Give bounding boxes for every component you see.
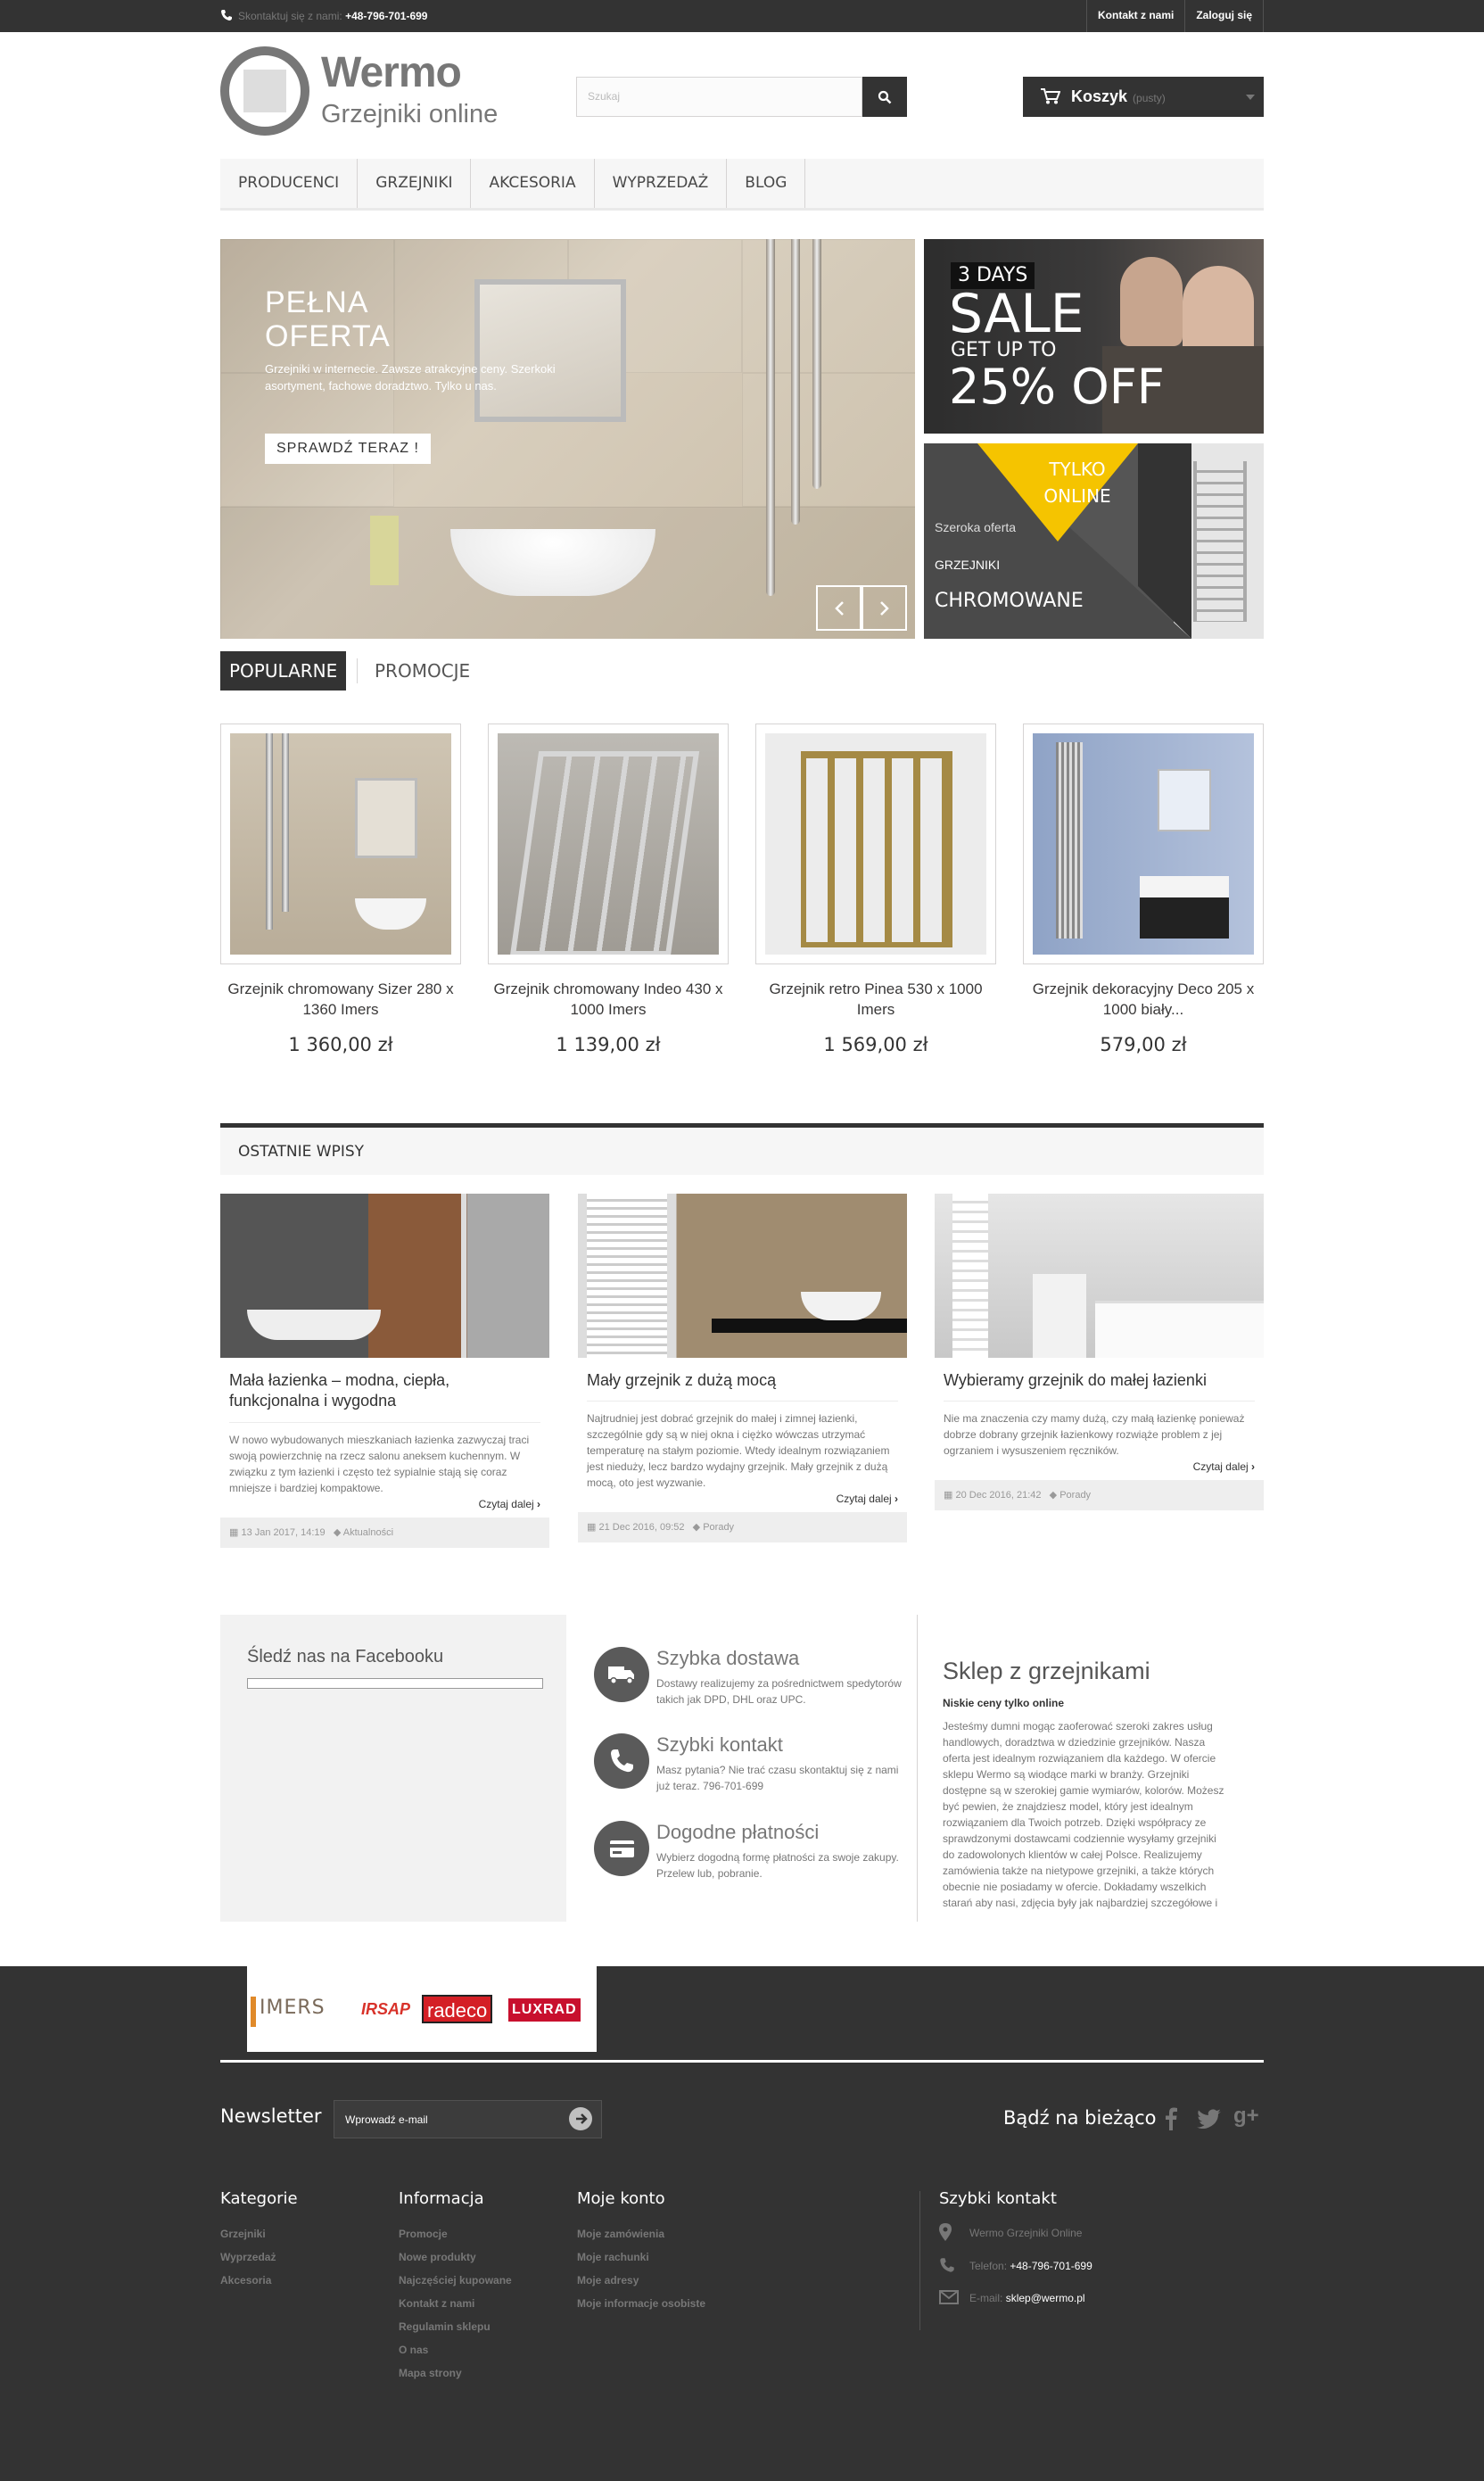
contact-link[interactable]: Kontakt z nami [1086, 0, 1184, 32]
post-category[interactable]: Porady [703, 1522, 735, 1533]
read-more-link[interactable] [935, 1459, 1264, 1480]
menu-grzejniki[interactable]: GRZEJNIKI [358, 159, 471, 208]
facebook-icon[interactable] [1165, 2107, 1177, 2130]
tag-icon: ◆ [692, 1522, 701, 1533]
sale-upto: GET UP TO [951, 339, 1057, 361]
post-meta [578, 1512, 907, 1542]
product-price: 1 139,00 zł [556, 1034, 661, 1055]
cabinet-image [1140, 897, 1229, 939]
footer-link[interactable]: Kontakt z nami [399, 2297, 475, 2310]
calendar-icon: ▦ [944, 1490, 953, 1501]
tab-promocje[interactable]: PROMOCJE [375, 660, 471, 682]
blog-heading: OSTATNIE WPISY [220, 1123, 1264, 1175]
model-face-image [1120, 257, 1183, 346]
feature-text: Masz pytania? Nie trać czasu skontaktuj się z nami już teraz. 796-701-699 [656, 1764, 899, 1792]
product-image[interactable] [1023, 724, 1264, 964]
product-name[interactable]: Grzejnik dekoracyjny Deco 205 x 1000 biały... [1032, 980, 1255, 1018]
divider [917, 1615, 918, 1922]
bathtub-image [1095, 1301, 1264, 1358]
menu-wyprzedaz[interactable]: WYPRZEDAŻ [595, 159, 728, 208]
logo-icon[interactable] [220, 46, 309, 136]
twitter-icon[interactable] [1197, 2109, 1222, 2129]
read-more-link[interactable] [578, 1491, 907, 1512]
footer-link[interactable]: Promocje [399, 2228, 448, 2240]
tag-icon: ◆ [1049, 1490, 1058, 1501]
post-meta [220, 1518, 549, 1548]
post-date: 21 Dec 2016, 09:52 [598, 1522, 685, 1533]
chevron-right-icon [879, 600, 890, 616]
footer-link[interactable]: O nas [399, 2344, 429, 2356]
sale-title: SALE [949, 283, 1084, 345]
newsletter-email-input[interactable]: Wprowadź e-mail [334, 2100, 602, 2138]
radiator-image [1056, 742, 1083, 939]
footer-col-title: Kategorie [220, 2189, 298, 2208]
product-card[interactable] [220, 724, 461, 1055]
product-image[interactable] [220, 724, 461, 964]
chevron-left-icon [834, 600, 845, 616]
rail [282, 733, 289, 912]
company-name: Wermo Grzejniki Online [969, 2227, 1083, 2239]
post-date: 20 Dec 2016, 21:42 [955, 1490, 1042, 1501]
radiator-image [587, 1194, 667, 1358]
product-card[interactable] [1023, 724, 1264, 1055]
footer-link[interactable]: Moje zamówienia [577, 2228, 665, 2240]
social-title: Bądź na bieżąco [1003, 2107, 1157, 2129]
newsletter-title: Newsletter [220, 2105, 322, 2127]
read-more-label: Czytaj dalej [836, 1493, 892, 1505]
rail [766, 239, 775, 596]
product-card[interactable] [755, 724, 996, 1055]
sale-days: 3 DAYS [951, 262, 1035, 289]
logo-title[interactable]: Wermo [321, 49, 461, 96]
post-excerpt: Najtrudniej jest dobrać grzejnik do małej i zimnej łazienki, szczególnie gdy są w niej okna i ciężko wówczas utrzymać temperaturę na stałym poziomie. Wtedy idealnym rozwiązaniem jest nieduży, lecz bardzo wydajny grzejnik. Mały grzejnik z dużą mocą, oto jest wyzwanie. [587, 1412, 890, 1489]
tab-popularne[interactable]: POPULARNE [220, 651, 346, 691]
product-price: 1 360,00 zł [288, 1034, 393, 1055]
post-title[interactable]: Mała łazienka – modna, ciepła, funkcjonalna i wygodna [229, 1371, 450, 1410]
brand-radeco[interactable]: radeco [422, 1995, 492, 2023]
footer-link[interactable]: Moje adresy [577, 2274, 639, 2287]
badge-line1: TYLKO [1049, 459, 1106, 480]
sale-banner[interactable] [924, 239, 1264, 434]
post-title[interactable]: Mały grzejnik z dużą mocą [587, 1371, 777, 1389]
banner-line2: GRZEJNIKI [935, 558, 1001, 572]
contact-label: Skontaktuj się z nami: [238, 10, 342, 22]
shower-image [461, 1194, 466, 1358]
arrow-right-icon [569, 2107, 592, 2130]
map-marker-icon [939, 2223, 952, 2241]
footer-link[interactable]: Moje rachunki [577, 2251, 649, 2263]
footer-link[interactable]: Najczęściej kupowane [399, 2274, 512, 2287]
footer-link[interactable]: Mapa strony [399, 2367, 462, 2379]
phone-icon [939, 2257, 955, 2273]
feature-title: Dogodne płatności [656, 1821, 820, 1843]
email-label: E-mail: [969, 2292, 1003, 2304]
facebook-block [220, 1615, 566, 1922]
post-image[interactable] [935, 1194, 1264, 1358]
badge-line2: ONLINE [1043, 485, 1111, 507]
sale-off: 25% OFF [949, 359, 1165, 415]
product-image[interactable] [755, 724, 996, 964]
chevron-down-icon [1246, 95, 1255, 100]
cart-label: Koszyk [1071, 87, 1128, 105]
footer-link[interactable]: Moje informacje osobiste [577, 2297, 706, 2310]
login-link[interactable]: Zaloguj się [1184, 0, 1264, 32]
top-phone: +48-796-701-699 [345, 10, 428, 22]
slide-heading-line1: PEŁNA [265, 285, 369, 319]
cart-status: (pusty) [1133, 92, 1166, 104]
top-contact [220, 0, 427, 32]
product-name[interactable]: Grzejnik retro Pinea 530 x 1000 Imers [769, 980, 983, 1018]
post-image[interactable] [578, 1194, 907, 1358]
post-excerpt: W nowo wybudowanych mieszkaniach łazienka zazwyczaj traci swoją powierzchnię na rzecz salonu aneksem kuchennym. W związku z tym łazienki i często też sypialnie stają się coraz mniejsze i bardziej kompaktowe. [229, 1434, 530, 1494]
post-meta [935, 1480, 1264, 1510]
slider-prev-button[interactable] [816, 585, 862, 631]
contact-address [939, 2223, 1082, 2241]
mirror-image [1158, 769, 1211, 831]
google-plus-icon[interactable]: g+ [1233, 2104, 1259, 2128]
banner-line1: Szeroka oferta [935, 520, 1017, 534]
chevron-right-icon: › [1251, 1460, 1255, 1473]
envelope-icon [939, 2290, 959, 2304]
calendar-icon: ▦ [229, 1527, 239, 1538]
footer-link[interactable]: Grzejniki [220, 2228, 266, 2240]
feature-title: Szybka dostawa [656, 1647, 800, 1669]
brand-irsap[interactable]: IRSAP [361, 2000, 411, 2018]
chevron-right-icon: › [537, 1498, 540, 1510]
cabinet-image [1033, 1274, 1086, 1358]
radiator-image [952, 1194, 988, 1358]
brand-luxrad[interactable]: LUXRAD [508, 1998, 581, 2022]
blog-post[interactable] [935, 1194, 1264, 1510]
slide-cta-button[interactable]: SPRAWDŹ TERAZ ! [265, 434, 431, 464]
banner-badge [1024, 456, 1131, 509]
footer-link[interactable]: Regulamin sklepu [399, 2320, 491, 2333]
feature-text: Dostawy realizujemy za pośrednictwem spedytorów takich jak DPD, DHL oraz UPC. [656, 1677, 902, 1706]
footer-link[interactable]: Nowe produkty [399, 2251, 476, 2263]
menu-akcesoria[interactable]: AKCESORIA [471, 159, 594, 208]
footer-col-title: Informacja [399, 2189, 484, 2208]
divider [919, 2191, 920, 2330]
logo-subtitle[interactable]: Grzejniki online [321, 100, 499, 128]
towel-image [370, 516, 399, 585]
facebook-title: Śledź nas na Facebooku [247, 1647, 444, 1666]
radiator-image [510, 751, 699, 955]
rail [266, 733, 273, 930]
product-name[interactable]: Grzejnik chromowany Sizer 280 x 1360 Imers [227, 980, 454, 1018]
sink-image [355, 898, 426, 930]
ladder-radiator-image [1193, 461, 1247, 622]
home-slider[interactable] [220, 239, 915, 639]
banner-line3: CHROMOWANE [935, 590, 1084, 612]
chevron-right-icon: › [895, 1493, 898, 1505]
footer-col-title: Moje konto [577, 2189, 665, 2208]
phone-label: Telefon: [969, 2260, 1008, 2272]
search-button[interactable] [862, 77, 907, 117]
read-more-link[interactable] [220, 1496, 549, 1518]
search-icon [878, 90, 892, 104]
footer-col-title: Szybki kontakt [939, 2189, 1057, 2208]
phone-icon [594, 1733, 649, 1789]
footer-categories [220, 2189, 298, 2292]
footer-account [577, 2189, 705, 2315]
footer-link[interactable]: Wyprzedaż [220, 2251, 276, 2263]
read-more-label: Czytaj dalej [1192, 1460, 1249, 1473]
slide-text: Grzejniki w internecie. Zawsze atrakcyjne ceny. Szerkoki asortyment, fachowe doradztwo. Tylko u nas. [265, 362, 556, 393]
post-title[interactable]: Wybieramy grzejnik do małej łazienki [944, 1371, 1207, 1389]
blog-post[interactable] [220, 1194, 549, 1548]
post-date: 13 Jan 2017, 14:19 [241, 1527, 326, 1538]
footer-link[interactable]: Akcesoria [220, 2274, 272, 2287]
mirror-image [355, 778, 417, 858]
email-value[interactable]: sklep@wermo.pl [1005, 2292, 1085, 2304]
calendar-icon: ▦ [587, 1522, 597, 1533]
slide-heading-line2: OFERTA [265, 319, 391, 353]
rail [791, 239, 800, 525]
slider-next-button[interactable] [862, 585, 907, 631]
card-icon [594, 1821, 649, 1876]
footer-information [399, 2189, 512, 2385]
cart-button[interactable] [1023, 77, 1264, 117]
post-image[interactable] [220, 1194, 549, 1358]
cart-icon [1041, 88, 1060, 104]
product-name[interactable]: Grzejnik chromowany Indeo 430 x 1000 Imers [493, 980, 723, 1018]
sink-image [1140, 876, 1229, 897]
sink-image [247, 1310, 381, 1340]
contact-email [939, 2290, 1085, 2304]
slide-heading [265, 285, 391, 353]
brands-carousel [247, 1966, 597, 2052]
chrome-banner[interactable] [924, 443, 1264, 639]
post-excerpt: Nie ma znaczenia czy mamy dużą, czy małą łazienkę ponieważ dobrze dobrany grzejnik łazienkowy rozwiąże problem z jej ogrzaniem i wysuszeniem ręczników. [944, 1412, 1245, 1457]
feature-title: Szybki kontakt [656, 1733, 783, 1756]
top-bar [0, 0, 1484, 32]
shop-title: Sklep z grzejnikami [943, 1658, 1150, 1684]
post-category[interactable]: Porady [1059, 1490, 1092, 1501]
read-more-label: Czytaj dalej [478, 1498, 534, 1510]
main-menu [220, 159, 1264, 211]
product-card[interactable] [488, 724, 729, 1055]
facebook-widget[interactable] [247, 1678, 543, 1689]
product-price: 1 569,00 zł [823, 1034, 928, 1055]
rail [812, 239, 821, 489]
product-image[interactable] [488, 724, 729, 964]
feature-text: Wybierz dogodną formę płatności za swoje zakupy. Przelew lub, pobranie. [656, 1851, 899, 1880]
product-price: 579,00 zł [1100, 1034, 1187, 1055]
menu-producenci[interactable]: PRODUCENCI [220, 159, 358, 208]
footer-quick-contact [939, 2189, 1057, 2222]
truck-icon [594, 1647, 649, 1702]
shop-subtitle: Niskie ceny tylko online [943, 1697, 1065, 1709]
tab-divider [357, 658, 358, 683]
phone-icon [220, 9, 233, 21]
tag-icon: ◆ [333, 1527, 342, 1538]
sink-image [801, 1292, 881, 1320]
menu-blog[interactable]: BLOG [727, 159, 805, 208]
contact-phone [939, 2257, 1092, 2273]
search-input[interactable]: Szukaj [576, 77, 862, 117]
radiator-image [801, 751, 952, 947]
footer-divider [220, 2060, 1264, 2063]
brand-imers[interactable]: IMERS [251, 1997, 326, 2027]
post-category[interactable]: Aktualności [342, 1527, 394, 1538]
mirror-image [474, 279, 626, 422]
shop-text: Jesteśmy dumni mogąc zaoferować szeroki zakres usług handlowych, doradztwa w dziedzinie grzejników. Nasza oferta jest idealnym rozwiązaniem dla każdego. W ofercie sklepu Wermo są wiodące marki w branży. Grzejniki dostępne są w szerokiej gamie wymiarów, kolorów. Możesz być pewien, że znajdziesz model, który jest idealnym rozwiązaniem dla Twoich potrzeb. Dzięki współpracy ze sprawdzonymi dostawcami codziennie wysyłamy grzejniki do zadowolonych klientów w całej Polsce. Realizujemy zamówienia także na nietypowe grzejniki, a także których obecnie nie posiadamy w ofercie. Dokładamy wszelkich starań aby nasi, zdjęcia były jak najbardziej szczegółowe i [943, 1720, 1224, 1909]
phone-value[interactable]: +48-796-701-699 [1010, 2260, 1092, 2272]
blog-post[interactable] [578, 1194, 907, 1542]
counter-image [712, 1319, 907, 1333]
newsletter-submit-button[interactable] [569, 2107, 592, 2130]
